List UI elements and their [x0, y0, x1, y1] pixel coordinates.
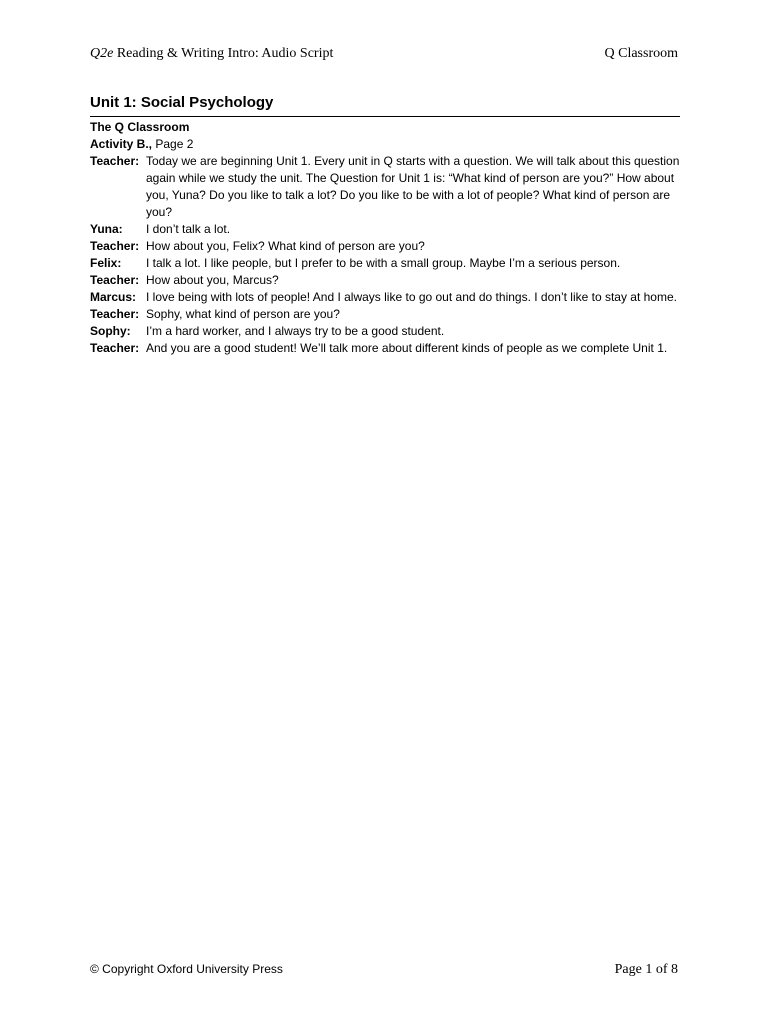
dialogue-text: How about you, Felix? What kind of person are you? [146, 239, 425, 253]
dialogue-line [90, 221, 680, 238]
dialogue-line [90, 272, 680, 289]
speaker-name: Teacher: [90, 341, 140, 355]
dialogue-line [90, 238, 680, 255]
dialogue-line [90, 306, 680, 323]
page-header [90, 46, 678, 66]
header-section-name: Q Classroom [604, 46, 678, 61]
dialogue-text: How about you, Marcus? [146, 273, 279, 287]
activity-name: Activity B., [90, 137, 153, 151]
page-number: Page 1 of 8 [614, 962, 678, 977]
header-title-text: Reading & Writing Intro: Audio Script [113, 46, 334, 61]
dialogue-text: I love being with lots of people! And I always like to go out and do things. I don’t like to stay at home. [146, 290, 677, 304]
dialogue-line [90, 255, 680, 272]
speaker-name: Teacher: [90, 307, 140, 321]
page-footer [90, 962, 678, 980]
dialogue-text: Today we are beginning Unit 1. Every unit in Q starts with a question. We will talk about this question again while we study the unit. The Question for Unit 1 is: “What kind of person are you?” How about you, Yuna? Do you like to talk a lot? Do you like to be with a lot of people? What kind of person are you? [146, 154, 680, 219]
speaker-name: Teacher: [90, 154, 140, 168]
section-label: The Q Classroom [90, 120, 190, 134]
title-divider [90, 116, 680, 117]
speaker-name: Felix: [90, 256, 122, 270]
dialogue-table [90, 153, 680, 357]
speaker-name: Yuna: [90, 222, 123, 236]
dialogue-text: Sophy, what kind of person are you? [146, 307, 340, 321]
dialogue-line [90, 289, 680, 306]
speaker-name: Teacher: [90, 273, 140, 287]
dialogue-line [90, 323, 680, 340]
dialogue-text: And you are a good student! We’ll talk more about different kinds of people as we complete Unit 1. [146, 341, 668, 355]
activity-page: Page 2 [152, 137, 194, 151]
script-content [90, 119, 680, 357]
dialogue-text: I talk a lot. I like people, but I prefer to be with a small group. Maybe I’m a serious person. [146, 256, 621, 270]
speaker-name: Marcus: [90, 290, 137, 304]
dialogue-line [90, 340, 680, 357]
copyright-notice: © Copyright Oxford University Press [90, 962, 283, 976]
dialogue-line [90, 153, 680, 221]
brand-name: Q2e [90, 46, 114, 61]
dialogue-text: I’m a hard worker, and I always try to be a good student. [146, 324, 445, 338]
unit-title: Unit 1: Social Psychology [90, 94, 274, 111]
header-title [90, 46, 333, 62]
activity-label [90, 136, 680, 153]
speaker-name: Teacher: [90, 239, 140, 253]
speaker-name: Sophy: [90, 324, 131, 338]
dialogue-text: I don’t talk a lot. [146, 222, 231, 236]
